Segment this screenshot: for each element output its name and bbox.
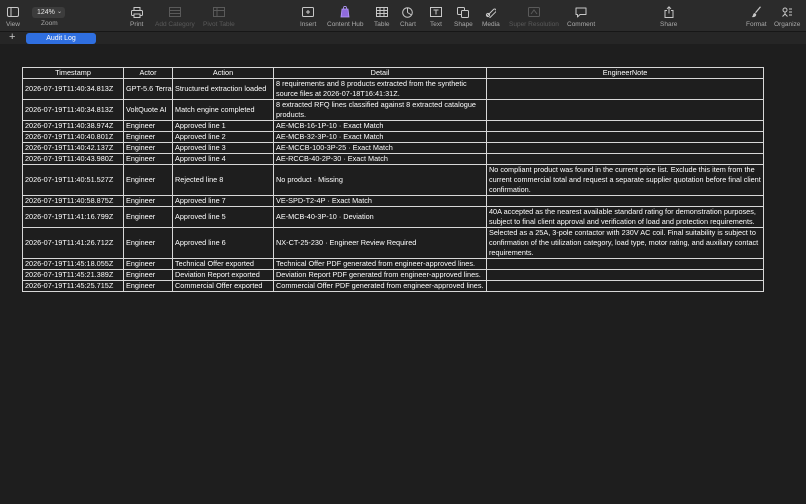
engineer-note-cell[interactable] (487, 270, 764, 281)
tab-audit-log[interactable]: Audit Log (26, 33, 96, 44)
timestamp-cell[interactable]: 2026-07-19T11:40:43.980Z (23, 154, 124, 165)
timestamp-cell[interactable]: 2026-07-19T11:41:26.712Z (23, 228, 124, 259)
detail-cell[interactable]: Technical Offer PDF generated from engineer-approved lines. (274, 259, 487, 270)
actor-cell[interactable]: Engineer (124, 281, 173, 292)
table-body (23, 79, 764, 292)
print-button[interactable] (130, 5, 143, 28)
table-label: Table (374, 21, 390, 28)
engineer-note-cell[interactable] (487, 196, 764, 207)
table-row[interactable] (23, 79, 764, 100)
pivot-table-button[interactable] (203, 5, 235, 28)
table-icon (376, 7, 388, 17)
engineer-note-cell[interactable] (487, 132, 764, 143)
detail-cell[interactable]: AE-MCB-32-3P-10 · Exact Match (274, 132, 487, 143)
action-cell[interactable]: Approved line 2 (173, 132, 274, 143)
comment-icon (575, 7, 587, 18)
timestamp-cell[interactable]: 2026-07-19T11:40:38.974Z (23, 121, 124, 132)
table-row[interactable] (23, 165, 764, 196)
text-label: Text (430, 21, 442, 28)
action-cell[interactable]: Approved line 7 (173, 196, 274, 207)
actor-cell[interactable]: Engineer (124, 143, 173, 154)
detail-cell[interactable]: AE-MCB-40-3P-10 · Deviation (274, 207, 487, 228)
actor-cell[interactable]: Engineer (124, 207, 173, 228)
zoom-value: 124% (37, 9, 55, 16)
media-icon (485, 7, 496, 18)
column-header-actor[interactable]: Actor (124, 68, 173, 79)
actor-cell[interactable]: VoltQuote AI (124, 100, 173, 121)
shape-label: Shape (454, 21, 473, 28)
actor-cell[interactable]: Engineer (124, 228, 173, 259)
table-row[interactable] (23, 196, 764, 207)
engineer-note-cell[interactable] (487, 143, 764, 154)
table-row[interactable] (23, 121, 764, 132)
detail-cell[interactable]: NX-CT-25-230 · Engineer Review Required (274, 228, 487, 259)
actor-cell[interactable]: Engineer (124, 196, 173, 207)
actor-cell[interactable]: Engineer (124, 165, 173, 196)
zoom-select[interactable] (32, 7, 65, 18)
format-button[interactable] (746, 5, 767, 28)
timestamp-cell[interactable]: 2026-07-19T11:40:58.875Z (23, 196, 124, 207)
action-cell[interactable]: Structured extraction loaded (173, 79, 274, 100)
share-button[interactable] (660, 5, 677, 28)
view-button[interactable] (6, 5, 20, 28)
paintbrush-icon (751, 6, 762, 18)
add-category-label: Add Category (155, 21, 195, 28)
engineer-note-cell[interactable]: 40A accepted as the nearest available standard rating for demonstration purposes, subject to final client approval and verification of load and protection requirements. (487, 207, 764, 228)
add-category-button[interactable] (155, 5, 195, 28)
engineer-note-cell[interactable]: Selected as a 25A, 3-pole contactor with 230V AC coil. Final suitability is subject to confirmation of the utilization category, load type, motor rating, and auxiliary contact requirements. (487, 228, 764, 259)
print-label: Print (130, 21, 144, 28)
action-cell[interactable]: Approved line 1 (173, 121, 274, 132)
action-cell[interactable]: Approved line 4 (173, 154, 274, 165)
detail-cell[interactable]: 8 extracted RFQ lines classified against 8 extracted catalogue products. (274, 100, 487, 121)
chart-label: Chart (400, 21, 416, 28)
engineer-note-cell[interactable]: No compliant product was found in the current price list. Exclude this item from the current commercial total and request a separate supplier quotation before final client confirmation. (487, 165, 764, 196)
detail-cell[interactable]: Commercial Offer PDF generated from engineer-approved lines. (274, 281, 487, 292)
column-header-timestamp[interactable]: Timestamp (23, 68, 124, 79)
audit-log-table (22, 67, 764, 292)
table-row[interactable] (23, 259, 764, 270)
table-row[interactable] (23, 281, 764, 292)
insert-label: Insert (300, 21, 317, 28)
detail-cell[interactable]: Deviation Report PDF generated from engineer-approved lines. (274, 270, 487, 281)
timestamp-cell[interactable]: 2026-07-19T11:40:40.801Z (23, 132, 124, 143)
engineer-note-cell[interactable] (487, 259, 764, 270)
detail-cell[interactable]: AE-MCB-16-1P-10 · Exact Match (274, 121, 487, 132)
view-label: View (6, 21, 20, 28)
table-row[interactable] (23, 143, 764, 154)
pivot-table-label: Pivot Table (203, 21, 235, 28)
sidebar-icon (7, 7, 19, 17)
chevron-down-icon: ⌄ (56, 9, 62, 15)
comment-label: Comment (567, 21, 596, 28)
detail-cell[interactable]: VE-SPD-T2-4P · Exact Match (274, 196, 487, 207)
chart-button[interactable] (400, 5, 416, 28)
chart-icon (402, 7, 413, 18)
detail-cell[interactable]: No product · Missing (274, 165, 487, 196)
organize-label: Organize (774, 21, 801, 28)
shape-button[interactable] (454, 5, 473, 28)
action-cell[interactable]: Approved line 6 (173, 228, 274, 259)
super-resolution-label: Super Resolution (509, 21, 559, 28)
engineer-note-cell[interactable] (487, 121, 764, 132)
content-hub-icon (340, 6, 350, 18)
timestamp-cell[interactable]: 2026-07-19T11:40:34.813Z (23, 79, 124, 100)
action-cell[interactable]: Approved line 5 (173, 207, 274, 228)
category-icon (169, 7, 181, 17)
actor-cell[interactable]: Engineer (124, 259, 173, 270)
table-row[interactable] (23, 207, 764, 228)
shape-icon (457, 7, 469, 18)
table-row[interactable] (23, 228, 764, 259)
action-cell[interactable]: Commercial Offer exported (173, 281, 274, 292)
format-label: Format (746, 21, 767, 28)
sheet-tab-bar (0, 31, 806, 44)
engineer-note-cell[interactable] (487, 154, 764, 165)
timestamp-cell[interactable]: 2026-07-19T11:41:16.799Z (23, 207, 124, 228)
super-resolution-icon (528, 7, 540, 17)
table-row[interactable] (23, 154, 764, 165)
actor-cell[interactable]: Engineer (124, 154, 173, 165)
content-hub-label: Content Hub (327, 21, 364, 28)
table-row[interactable] (23, 100, 764, 121)
action-cell[interactable]: Approved line 3 (173, 143, 274, 154)
actor-cell[interactable]: GPT-5.6 Terra (124, 79, 173, 100)
column-header-engineer-note[interactable]: EngineerNote (487, 68, 764, 79)
detail-cell[interactable]: 8 requirements and 8 products extracted from the synthetic source files at 2026-07-18T16:41:31Z. (274, 79, 487, 100)
timestamp-cell[interactable]: 2026-07-19T11:45:25.715Z (23, 281, 124, 292)
text-button[interactable] (430, 5, 442, 28)
super-resolution-button[interactable] (509, 5, 559, 28)
organize-icon (781, 7, 793, 18)
table-button[interactable] (374, 5, 390, 28)
engineer-note-cell[interactable] (487, 79, 764, 100)
actor-cell[interactable]: Engineer (124, 270, 173, 281)
action-cell[interactable]: Match engine completed (173, 100, 274, 121)
share-icon (664, 6, 674, 18)
insert-icon (302, 7, 314, 17)
sheet-canvas (0, 45, 806, 504)
comment-button[interactable] (567, 5, 595, 28)
actor-cell[interactable]: Engineer (124, 132, 173, 143)
detail-cell[interactable]: AE-MCCB-100-3P-25 · Exact Match (274, 143, 487, 154)
organize-button[interactable] (774, 5, 800, 28)
pivot-table-icon (213, 7, 225, 17)
media-button[interactable] (482, 5, 500, 28)
detail-cell[interactable]: AE-RCCB-40-2P-30 · Exact Match (274, 154, 487, 165)
share-label: Share (660, 21, 678, 28)
timestamp-cell[interactable]: 2026-07-19T11:40:42.137Z (23, 143, 124, 154)
engineer-note-cell[interactable] (487, 100, 764, 121)
table-header-row (23, 68, 764, 79)
add-sheet-button[interactable]: + (9, 31, 16, 43)
timestamp-cell[interactable]: 2026-07-19T11:45:21.389Z (23, 270, 124, 281)
insert-button[interactable] (300, 5, 316, 28)
actor-cell[interactable]: Engineer (124, 121, 173, 132)
column-header-action[interactable]: Action (173, 68, 274, 79)
toolbar (0, 0, 806, 31)
table-row[interactable] (23, 270, 764, 281)
timestamp-cell[interactable]: 2026-07-19T11:45:18.055Z (23, 259, 124, 270)
content-hub-button[interactable] (327, 5, 364, 28)
action-cell[interactable]: Deviation Report exported (173, 270, 274, 281)
timestamp-cell[interactable]: 2026-07-19T11:40:51.527Z (23, 165, 124, 196)
media-label: Media (482, 21, 500, 28)
action-cell[interactable]: Rejected line 8 (173, 165, 274, 196)
timestamp-cell[interactable]: 2026-07-19T11:40:34.813Z (23, 100, 124, 121)
printer-icon (131, 7, 143, 18)
column-header-detail[interactable]: Detail (274, 68, 487, 79)
engineer-note-cell[interactable] (487, 281, 764, 292)
action-cell[interactable]: Technical Offer exported (173, 259, 274, 270)
text-box-icon (430, 7, 442, 17)
zoom-label: Zoom (41, 20, 58, 27)
table-row[interactable] (23, 132, 764, 143)
